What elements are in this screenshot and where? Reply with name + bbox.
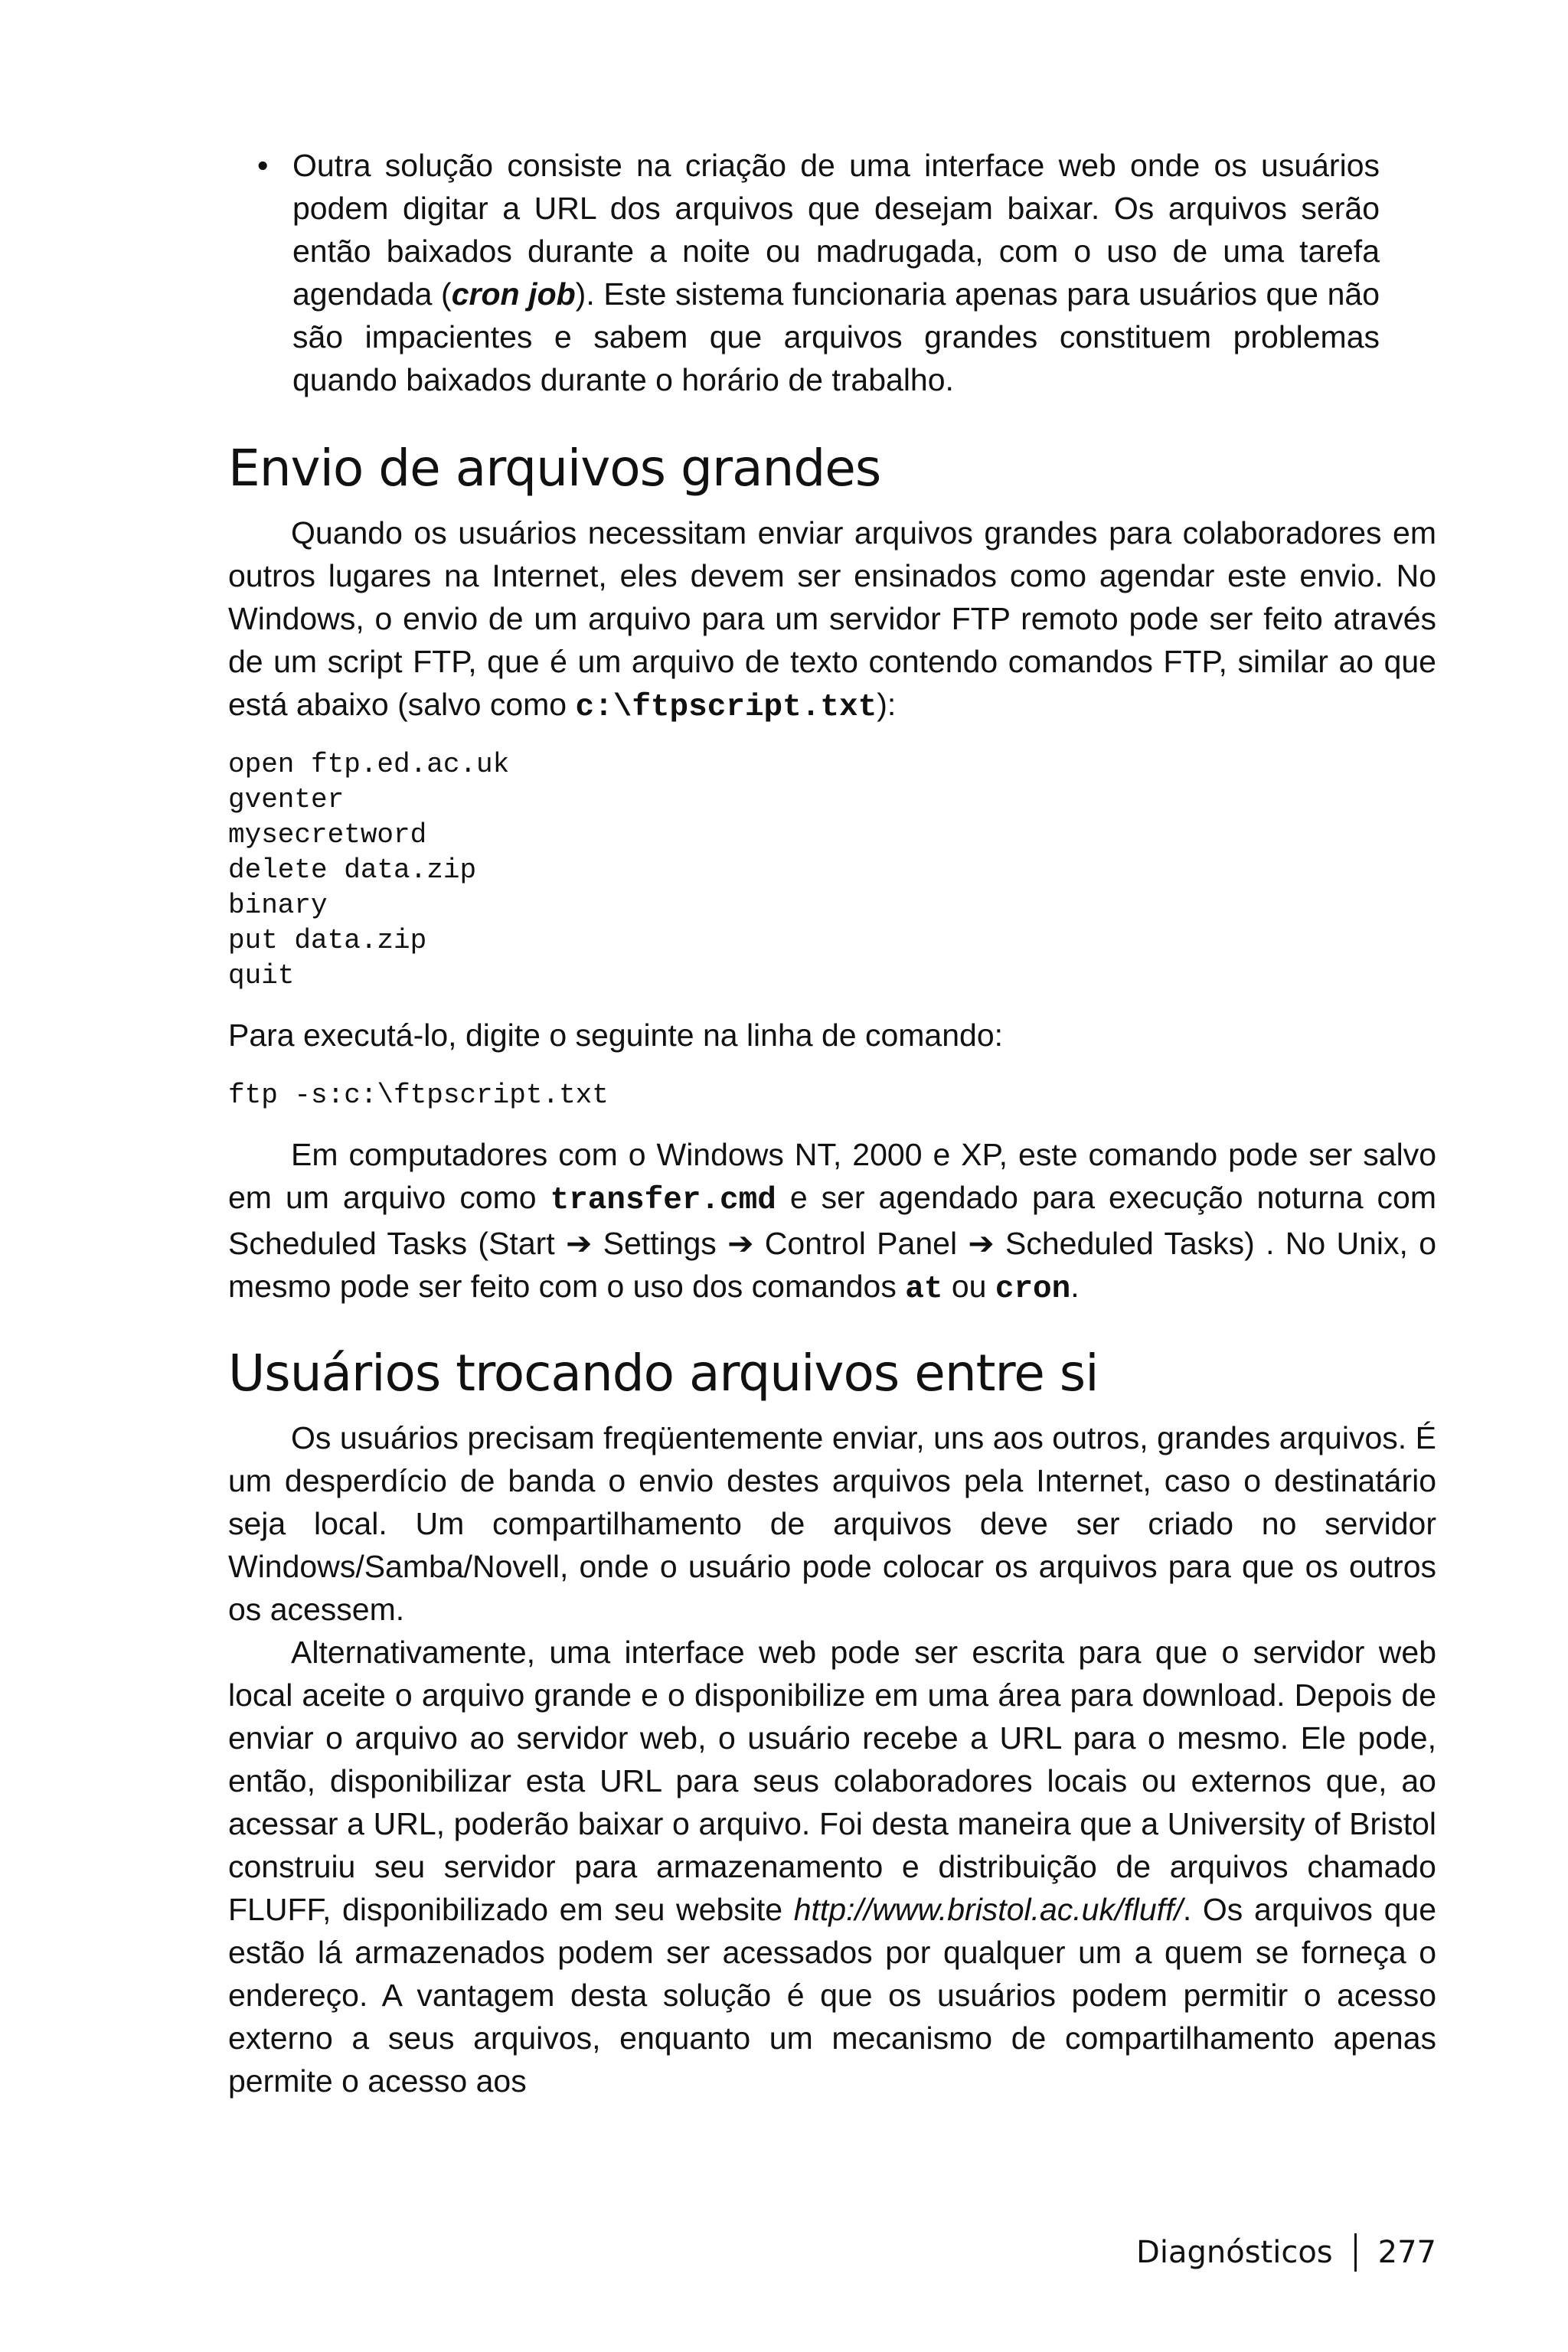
code-line: gventer xyxy=(228,784,345,815)
section2-para2-text: Alternativamente, uma interface web pode ser escrita para que o servidor web local aceite o arquivo grande e o disponibilize em uma área para download. Depois de enviar o arquivo ao servidor web, o usuário recebe a URL para o mesmo. Ele pode, então, disponibilizar esta URL para seus colaboradores locais ou externos que, ao acessar a URL, poderão baixar o arquivo. Foi desta maneira que a University of Bristol construiu seu servidor para armazenamento e distribuição de arquivos chamado FLUFF, disponibilizado em seu website xyxy=(228,1635,1436,1927)
ftp-script-code-block xyxy=(228,747,1436,994)
section2-para2-tail: . Os arquivos que estão lá armazenados podem ser acessados por qualquer um a quem se forneça o endereço. A vantagem desta solução é que os usuários podem permitir o acesso externo a seus arquivos, enquanto um mecanismo de compartilhamento apenas permite o acesso aos xyxy=(228,1892,1436,2099)
page-footer xyxy=(1136,2230,1436,2275)
footer-chapter-title: Diagnósticos xyxy=(1136,2235,1333,2270)
section1-para1-text: Quando os usuários necessitam enviar arquivos grandes para colaboradores em outros lugares na Internet, eles devem ser ensinados como agendar este envio. No Windows, o envio de um arquivo para um servidor FTP remoto pode ser feito através de um script FTP, que é um arquivo de texto contendo comandos FTP, similar ao que está abaixo (salvo como xyxy=(228,515,1436,722)
bullet-item xyxy=(257,144,1380,401)
inline-code-at: at xyxy=(905,1272,943,1307)
code-line: open ftp.ed.ac.uk xyxy=(228,749,510,780)
code-line: delete data.zip xyxy=(228,854,477,886)
section2-para1: Os usuários precisam freqüentemente enviar, uns aos outros, grandes arquivos. É um desperdício de banda o envio destes arquivos pela Internet, caso o destinatário seja local. Um compartilhamento de arquivos deve ser criado no servidor Windows/Samba/Novell, onde o usuário pode colocar os arquivos para que os outros os acessem. xyxy=(228,1420,1436,1627)
section1-para2-text: Em computadores com o Windows NT, 2000 e XP, este comando pode ser salvo em um arquivo como xyxy=(228,1137,1436,1215)
page-number: 277 xyxy=(1377,2235,1436,2270)
section2-para2 xyxy=(228,1631,1436,2102)
section1-para1-tail: ): xyxy=(877,687,897,722)
code-line: put data.zip xyxy=(228,925,427,956)
section-heading-usuarios: Usuários trocando arquivos entre si xyxy=(228,1344,1099,1403)
run-command-block xyxy=(228,1078,1436,1113)
inline-code-ftpscript: c:\ftpscript.txt xyxy=(575,690,877,725)
footer-divider xyxy=(1354,2233,1357,2272)
fluff-url-link[interactable]: http://www.bristol.ac.uk/fluff/ xyxy=(793,1892,1183,1927)
run-instruction xyxy=(228,1014,1436,1057)
inline-code-cron: cron xyxy=(995,1272,1071,1307)
section1-para2-text-d: . xyxy=(1070,1269,1080,1304)
section1-paragraph2 xyxy=(228,1133,1436,1311)
inline-code-transfer: transfer.cmd xyxy=(550,1183,776,1218)
section1-para2-text-c: ou xyxy=(942,1269,995,1304)
code-line: binary xyxy=(228,890,328,921)
code-line: mysecretword xyxy=(228,819,427,851)
bullet-paragraph xyxy=(292,144,1380,401)
bullet-emphasis: cron job xyxy=(451,276,576,312)
bullet-text-a: Outra solução consiste na criação de uma interface web onde os usuários podem digitar a URL dos arquivos que desejam baixar. Os arquivos serão então baixados durante a noite ou madrugada, com o uso de uma tarefa agendada ( xyxy=(292,148,1380,312)
code-line: quit xyxy=(228,960,295,991)
section1-paragraph1 xyxy=(228,511,1436,729)
section2-paragraphs xyxy=(228,1416,1436,2102)
run-command: ftp -s:c:\ftpscript.txt xyxy=(228,1080,609,1111)
run-instruction-text: Para executá-lo, digite o seguinte na linha de comando: xyxy=(228,1018,1004,1053)
bullet-dot-icon: • xyxy=(257,148,269,183)
section-heading-envio: Envio de arquivos grandes xyxy=(228,439,881,498)
bullet-text-b: ). Este sistema funcionaria apenas para usuários que não são impacientes e sabem que arquivos grandes constituem problemas quando baixados durante o horário de trabalho. xyxy=(292,276,1380,397)
section1-para2-text-b: e ser agendado para execução noturna com Scheduled Tasks (Start ➔ Settings ➔ Control Panel ➔ Scheduled Tasks) . No Unix, o mesmo pode ser feito com o uso dos comandos xyxy=(228,1180,1436,1304)
